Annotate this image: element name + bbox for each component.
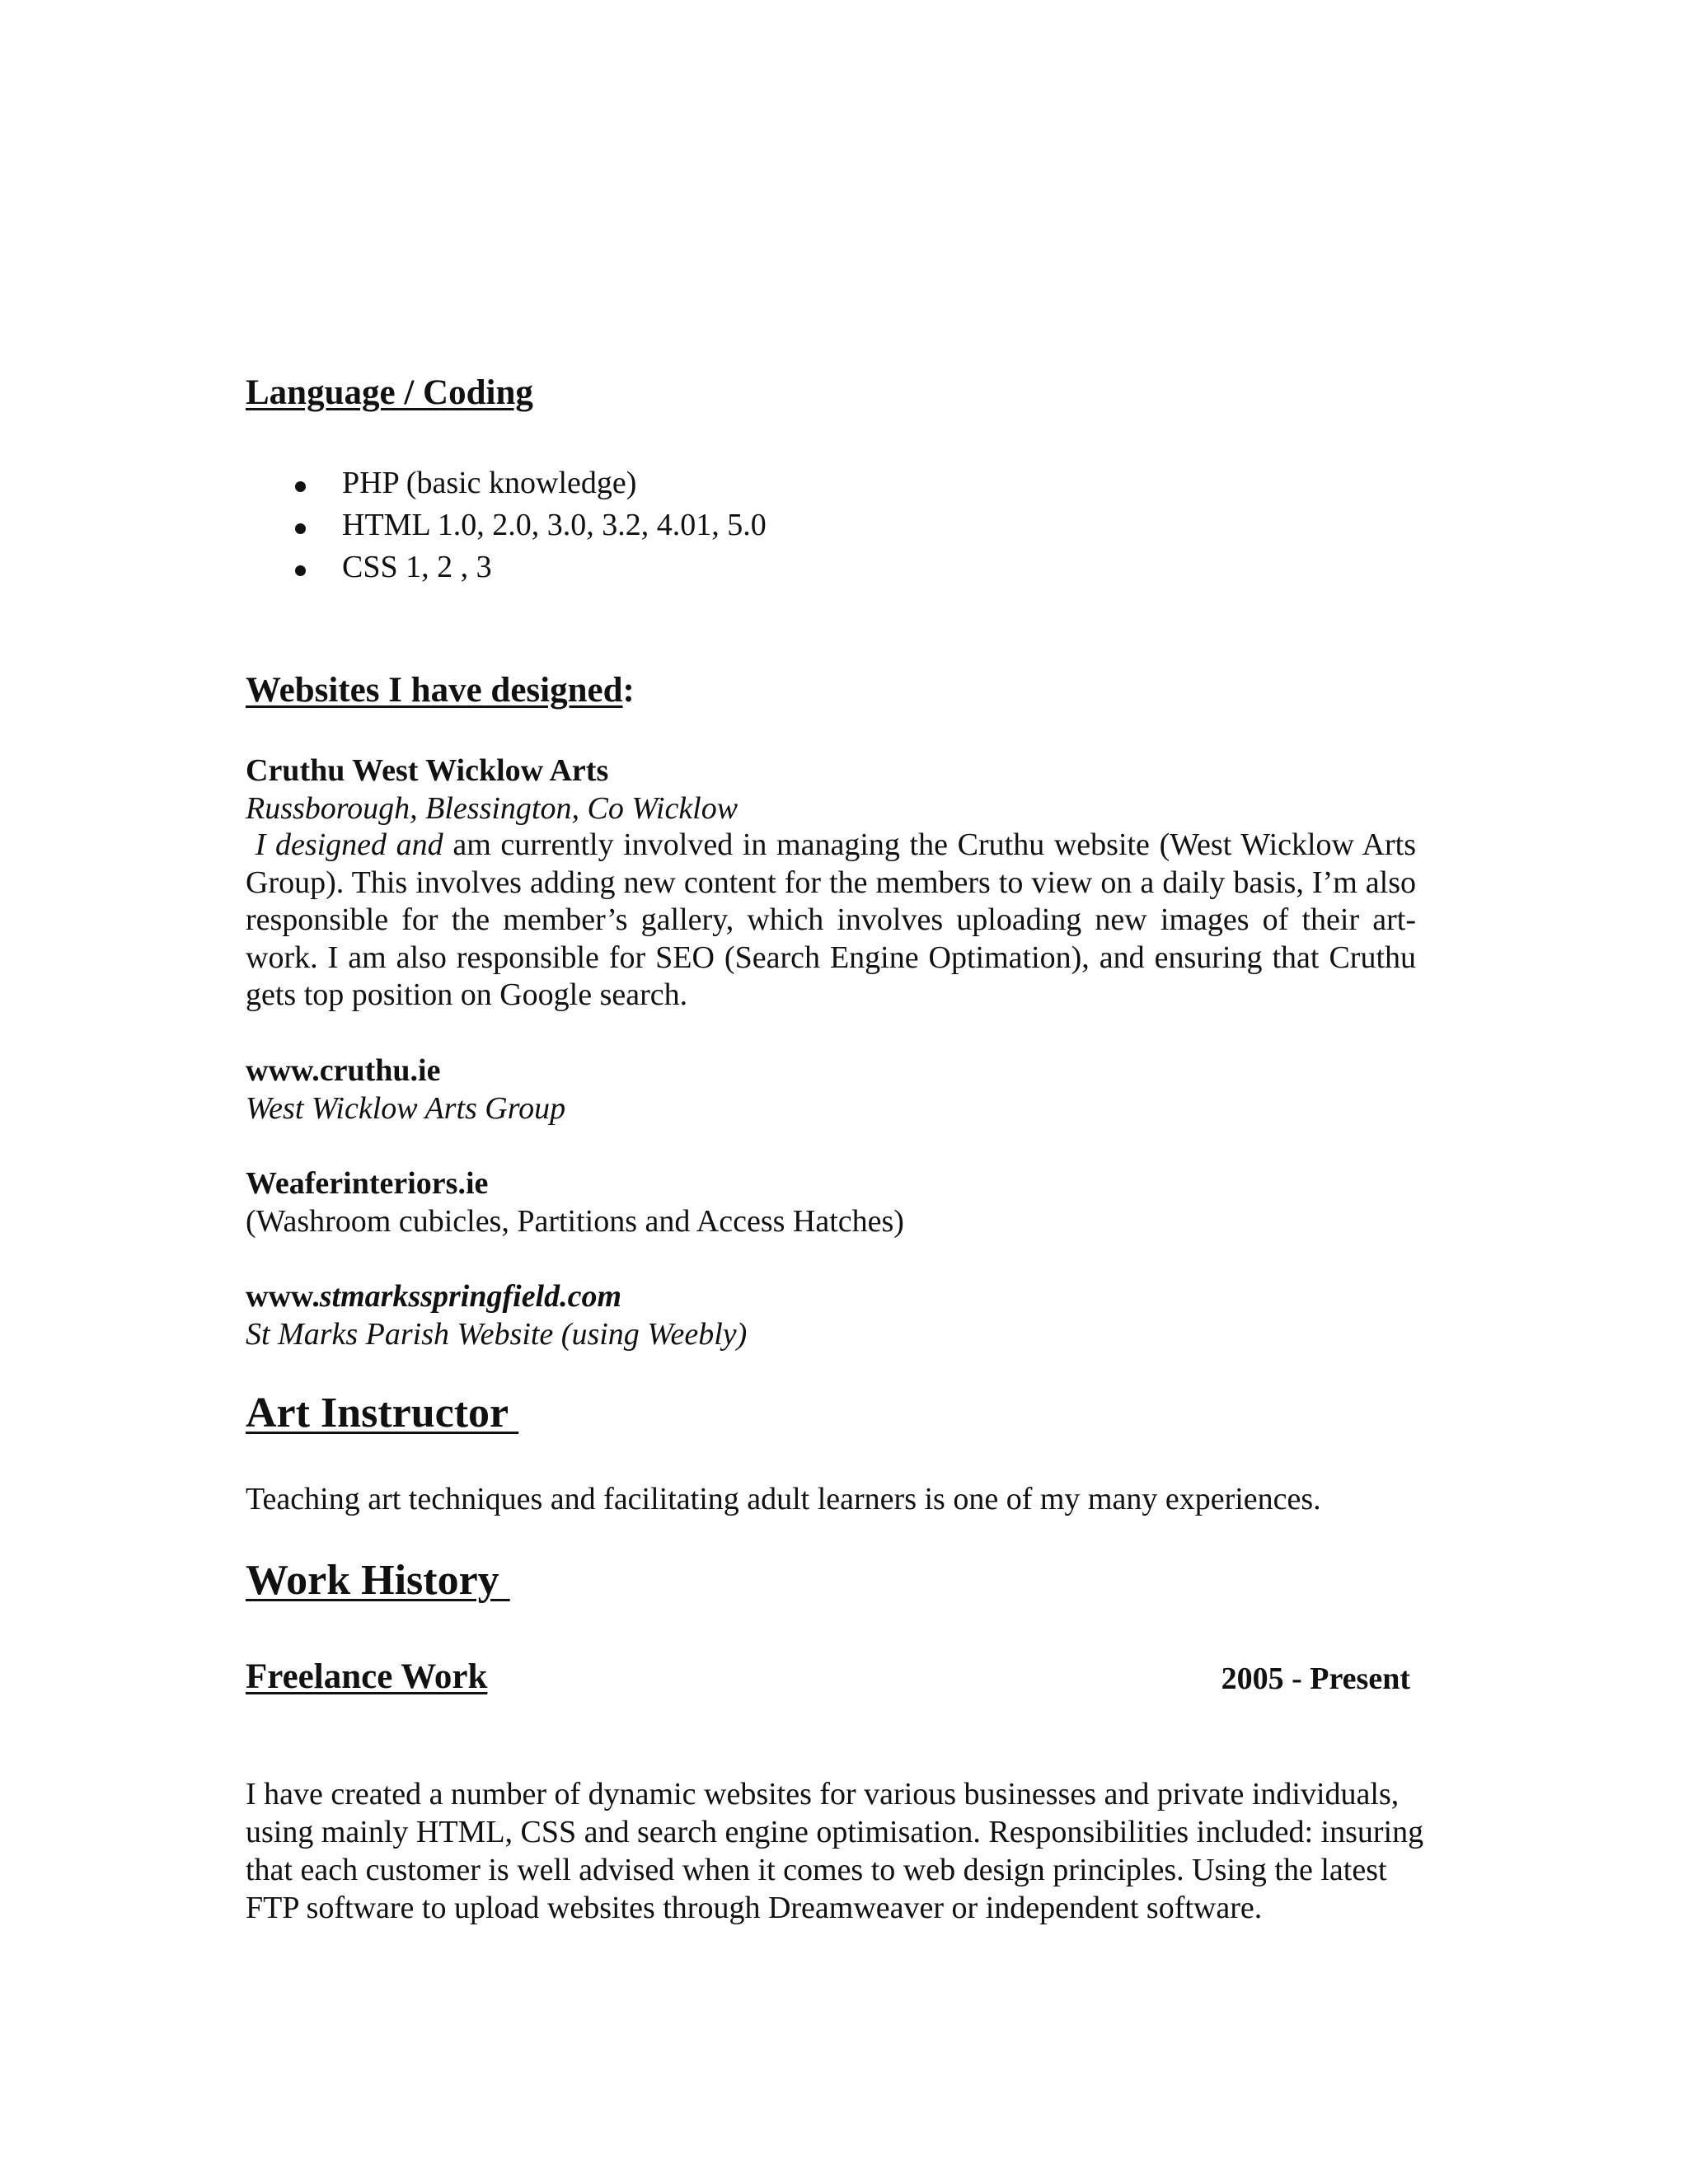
cruthu-description — [246, 827, 1416, 1015]
websites-heading — [246, 670, 635, 710]
freelance-heading: Freelance Work — [246, 1657, 488, 1696]
site-url-stmarks-domain: stmarksspringfield.com — [319, 1279, 622, 1314]
art-instructor-heading: Art Instructor — [246, 1390, 519, 1436]
site-url-cruthu: www.cruthu.ie — [246, 1053, 441, 1088]
site-desc-cruthu: West Wicklow Arts Group — [246, 1091, 566, 1126]
cruthu-description-rest: am currently involved in managing the Cruthu website (West Wicklow Arts Group). This involves adding new content for the members to view on a daily basis, I’m also responsible for the member’s gallery, which involves uploading new images of their art-work. I am also responsible for SEO (Search Engine Optimation), and ensuring that Cruthu gets top position on Google search. — [246, 827, 1416, 1012]
art-instructor-text: Teaching art techniques and facilitating adult learners is one of my many experiences. — [246, 1482, 1321, 1516]
site-url-weafer: Weaferinteriors.ie — [246, 1166, 489, 1201]
bullet-icon — [295, 481, 306, 492]
websites-heading-text: Websites I have designed — [246, 671, 623, 710]
work-history-heading: Work History — [246, 1557, 510, 1604]
bullet-icon — [295, 565, 306, 576]
bullet-icon — [295, 523, 306, 534]
language-coding-heading: Language / Coding — [246, 373, 533, 412]
freelance-description: I have created a number of dynamic websites for various businesses and private individuals, using mainly HTML, CSS and search engine optimisation. Responsibilities included: insuring that each customer is well advised when it comes to web design principles. Using the latest FTP software to upload websites through Dreamweaver or independent software. — [246, 1777, 1424, 1925]
skill-item: PHP (basic knowledge) — [342, 466, 637, 500]
skill-item: HTML 1.0, 2.0, 3.0, 3.2, 4.01, 5.0 — [342, 508, 767, 542]
skill-item: CSS 1, 2 , 3 — [342, 550, 492, 584]
site-url-stmarks — [246, 1277, 621, 1315]
websites-heading-colon: : — [622, 671, 635, 710]
cruthu-title: Cruthu West Wicklow Arts — [246, 753, 609, 788]
site-desc-stmarks: St Marks Parish Website (using Weebly) — [246, 1317, 748, 1352]
site-url-stmarks-prefix: www. — [246, 1279, 320, 1314]
freelance-dates: 2005 - Present — [1221, 1661, 1410, 1696]
cruthu-location: Russborough, Blessington, Co Wicklow — [246, 791, 738, 826]
site-desc-weafer: (Washroom cubicles, Partitions and Access Hatches) — [246, 1204, 904, 1239]
cruthu-description-lead: I designed and — [246, 827, 443, 862]
